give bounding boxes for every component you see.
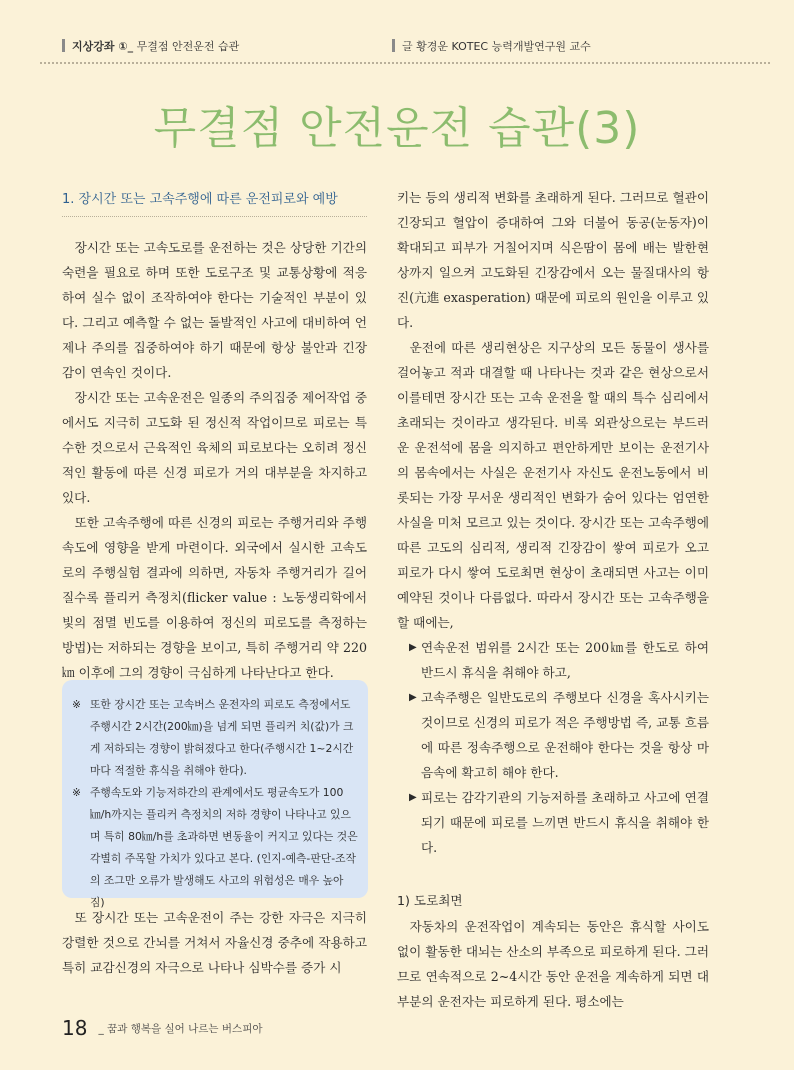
bullet-list xyxy=(397,635,709,860)
paragraph: 장시간 또는 고속도로를 운전하는 것은 상당한 기간의 숙련을 필요로 하며 또한 도로구조 및 교통상황에 적응하여 실수 없이 조작하여야 한다는 기술적인 부분이 있다. 그리고 예측할 수 없는 돌발적인 사고에 대비하여 언제나 주의를 집중하여야 하기 때문에 항상 불안과 긴장감이 연속인 것이다. xyxy=(62,240,367,380)
paragraph: 장시간 또는 고속운전은 일종의 주의집중 제어작업 중에서도 지극히 고도화 된 정신적 작업이므로 피로는 특수한 것으로서 근육적인 육체의 피로보다는 오히려 정신적인 활동에 따른 신경 피로가 거의 대부분을 차지하고 있다. xyxy=(62,390,367,505)
page-header xyxy=(0,0,794,60)
right-column xyxy=(397,185,709,1014)
note-item xyxy=(72,782,358,914)
paragraph: 또 장시간 또는 고속운전이 주는 강한 자극은 지극히 강렬한 것으로 간뇌를 거쳐서 자율신경 중추에 작용하고 특히 교감신경의 자극으로 나타나 심박수를 증가 시 xyxy=(62,910,367,975)
series-label xyxy=(62,38,239,54)
series-title: 무결점 안전운전 습관 xyxy=(136,40,240,53)
bullet-item xyxy=(397,685,709,785)
paragraph: 자동차의 운전작업이 계속되는 동안은 휴식할 사이도 없이 활동한 대뇌는 산소의 부족으로 피로하게 된다. 그러므로 연속적으로 2~4시간 동안 운전을 계속하게 되면 대부분의 운전자는 피로하게 된다. 평소에는 xyxy=(397,919,709,1009)
bullet-text: 연속운전 범위를 2시간 또는 200㎞를 한도로 하여 반드시 휴식을 취해야 하고, xyxy=(421,640,709,680)
note-mark: ※ xyxy=(72,786,82,799)
header-bar-left xyxy=(62,39,65,52)
footer-text: _ 꿈과 행복을 실어 나르는 버스피아 xyxy=(98,1022,263,1035)
header-divider xyxy=(40,62,770,64)
bullet-item xyxy=(397,785,709,860)
series-number: 지상강좌 ①_ xyxy=(72,40,134,53)
paragraph: 키는 등의 생리적 변화를 초래하게 된다. 그러므로 혈관이 긴장되고 혈압이 증대하여 그와 더불어 동공(눈동자)이 확대되고 피부가 거칠어지며 식은땀이 몸에 배는 발한현상까지 일으켜 고도화된 긴장감에서 오는 물질대사의 항진(亢進 exasperation) 때문에 피로의 원인을 이루고 있다. xyxy=(397,190,709,330)
page-number: 18 xyxy=(62,1016,88,1040)
section-heading: 1. 장시간 또는 고속주행에 따른 운전피로와 예방 xyxy=(62,190,367,217)
triangle-bullet-icon: ▶ xyxy=(409,692,417,703)
bullet-text: 피로는 감각기관의 기능저하를 초래하고 사고에 연결되기 때문에 피로를 느끼면 반드시 휴식을 취해야 한다. xyxy=(421,790,709,855)
bullet-text: 고속주행은 일반도로의 주행보다 신경을 혹사시키는 것이므로 신경의 피로가 적은 주행방법 즉, 교통 흐름에 따른 정속주행으로 운전해야 한다는 것을 항상 마음속에 확고히 해야 한다. xyxy=(421,690,709,780)
paragraph: 또한 고속주행에 따른 신경의 피로는 주행거리와 주행속도에 영향을 받게 마련이다. 외국에서 실시한 고속도로의 주행실험 결과에 의하면, 자동차 주행거리가 길어질수록 플리커 측정치(flicker value : 노동생리학에서 빛의 점멸 빈도를 이용하여 정신의 피로도를 측정하는 방법)는 저하되는 경향을 보이고, 특히 주행거리 약 220㎞ 이후에 그의 경향이 극심하게 나타난다고 한다. xyxy=(62,515,367,680)
triangle-bullet-icon: ▶ xyxy=(409,642,417,653)
note-mark: ※ xyxy=(72,698,82,711)
author-text: 글 황경운 KOTEC 능력개발연구원 교수 xyxy=(402,40,591,53)
bullet-item xyxy=(397,635,709,685)
sub-heading: 1) 도로최면 xyxy=(397,893,463,908)
left-column-bottom xyxy=(62,905,367,980)
triangle-bullet-icon: ▶ xyxy=(409,792,417,803)
note-text: 주행속도와 기능저하간의 관계에서도 평균속도가 100㎞/h까지는 플리커 측정치의 저하 경향이 나타나고 있으며 특히 80㎞/h를 초과하면 변동율이 커지고 있다는 것은 각별히 주목할 가치가 있다고 본다. (인지-예측-판단-조작의 조그만 오류가 발생해도 사고의 위험성은 매우 높아짐) xyxy=(90,786,358,909)
note-text: 또한 장시간 또는 고속버스 운전자의 피로도 측정에서도 주행시간 2시간(200㎞)을 넘게 되면 플리커 치(값)가 크게 저하되는 경향이 밝혀졌다고 한다(주행시간 1~2시간마다 적절한 휴식을 취해야 한다). xyxy=(90,698,354,777)
header-bar-right xyxy=(392,39,395,52)
paragraph: 운전에 따른 생리현상은 지구상의 모든 동물이 생사를 걸어놓고 적과 대결할 때 나타나는 것과 같은 현상으로서 이를테면 장시간 또는 고속 운전을 할 때의 특수 심리에서 초래되는 것이라고 생각된다. 비록 외관상으로는 부드러운 운전석에 몸을 의지하고 편안하게만 보이는 운전기사의 몸속에서는 사실은 운전기사 자신도 운전노동에서 비롯되는 가장 무서운 생리적인 변화가 숨어 있다는 엄연한 사실을 미처 모르고 있는 것이다. 장시간 또는 고속주행에 따른 고도의 심리적, 생리적 긴장감이 쌓여 피로가 오고 피로가 다시 쌓여 도로최면 현상이 초래되면 사고는 이미 예약된 것이나 다름없다. 따라서 장시간 또는 고속주행을 할 때에는, xyxy=(397,340,709,630)
article-title: 무결점 안전운전 습관(3) xyxy=(153,103,641,154)
left-column xyxy=(62,190,367,685)
note-box xyxy=(62,680,368,909)
note-item xyxy=(72,694,358,782)
page-footer xyxy=(62,1016,263,1040)
author-line xyxy=(392,38,591,54)
